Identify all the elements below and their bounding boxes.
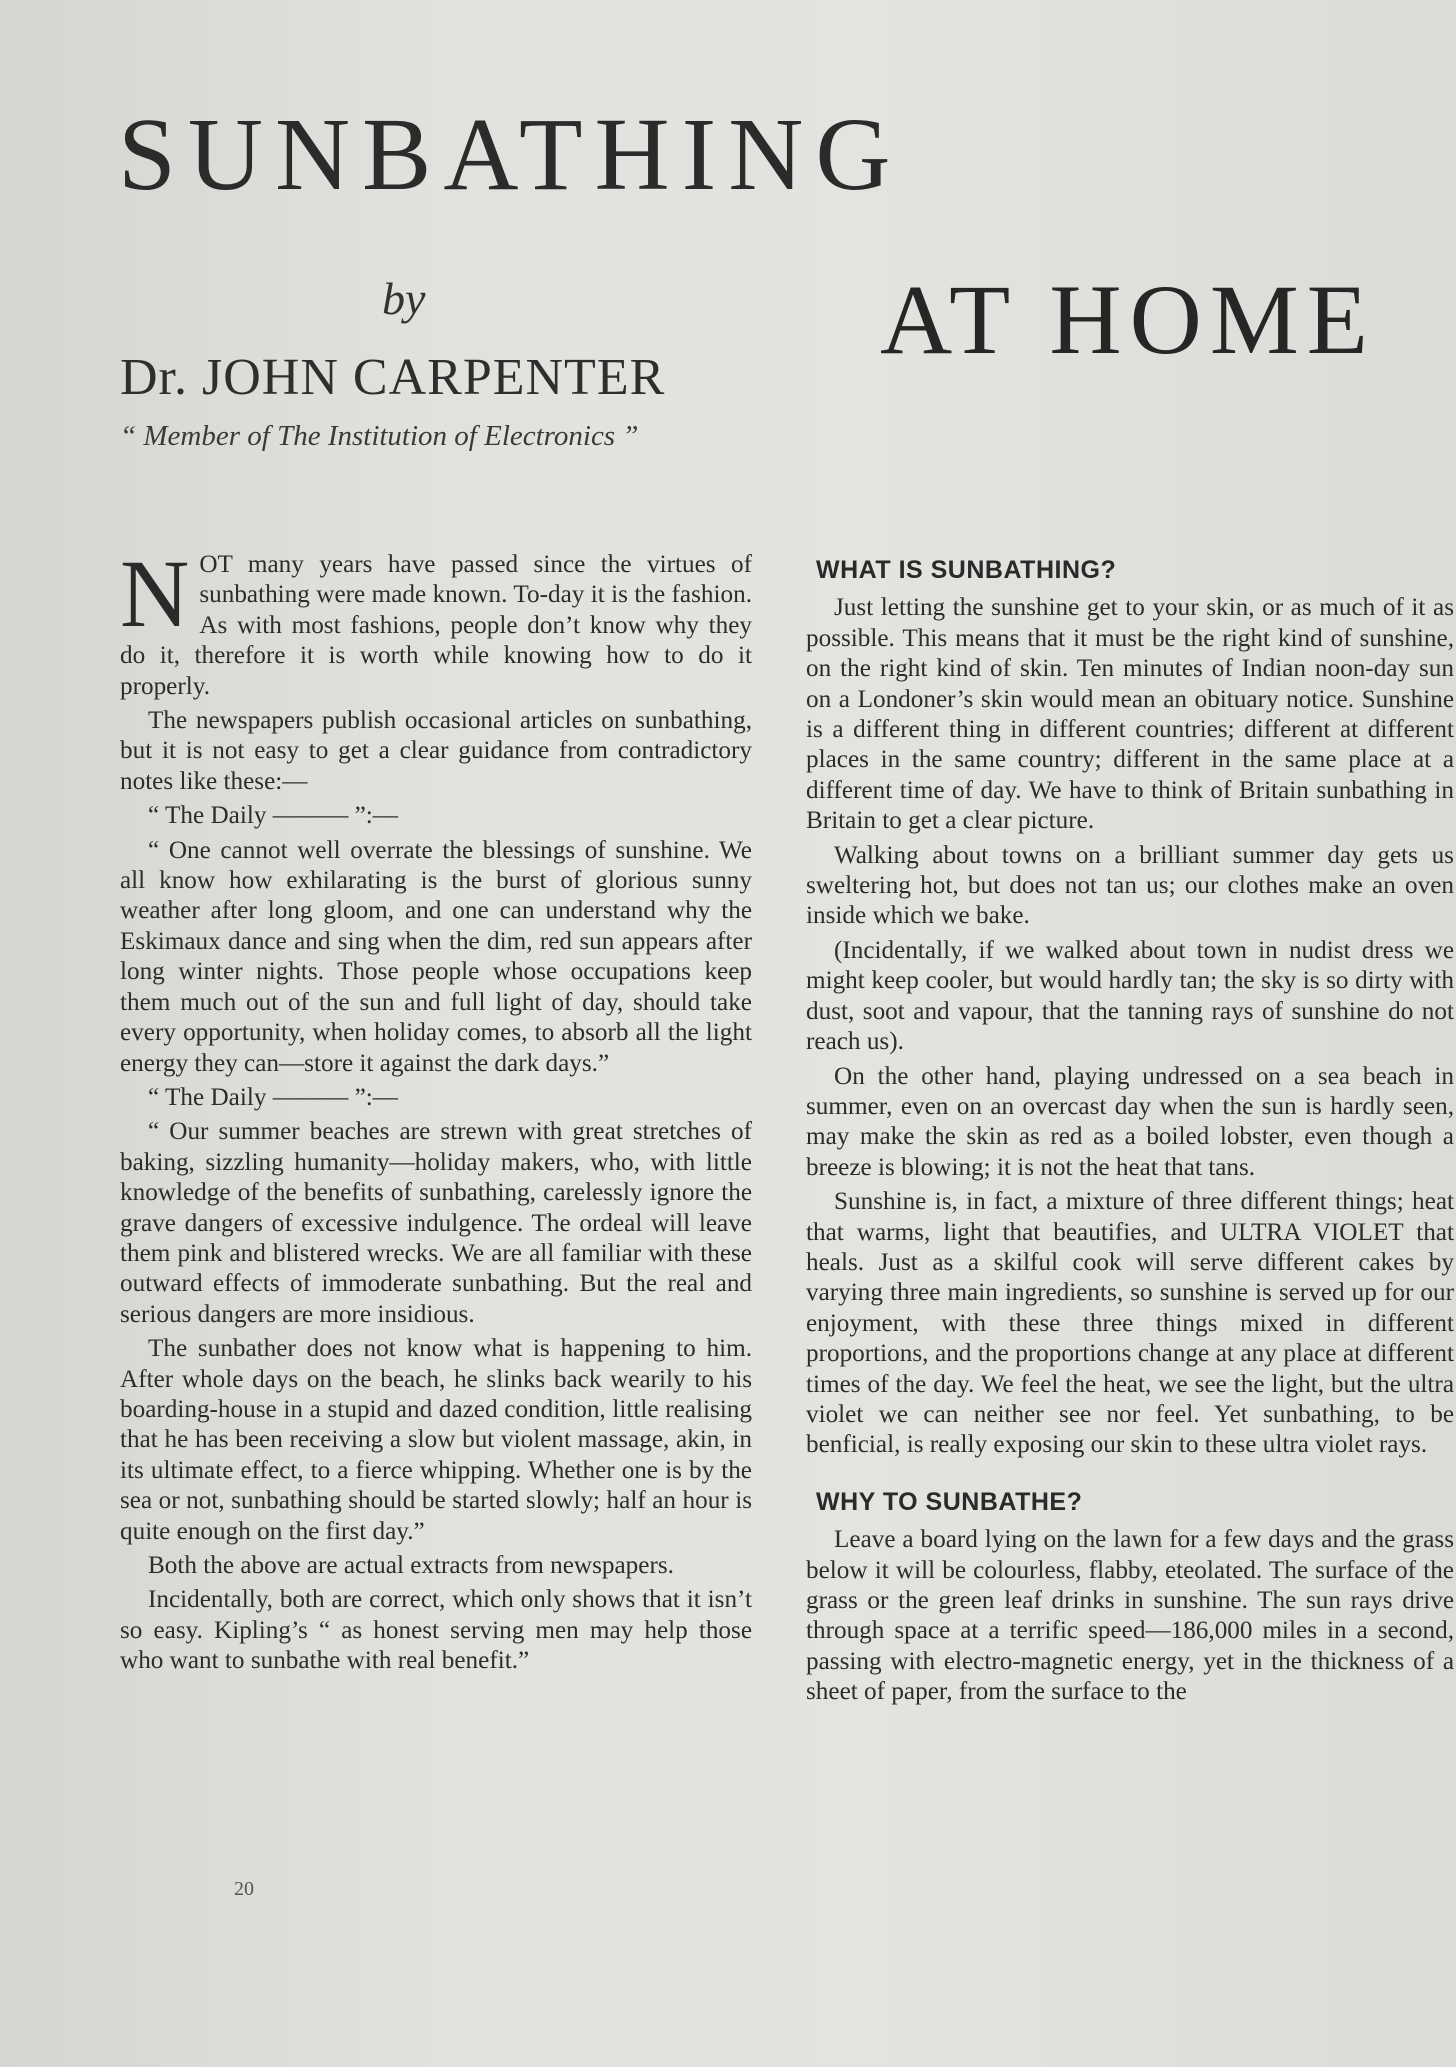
- page-number: 20: [234, 1878, 254, 1900]
- paragraph: Walking about towns on a brilliant summer day gets us sweltering hot, but does not tan us; our clothes make an oven inside which we bake.: [806, 841, 1454, 930]
- right-column: [806, 553, 1454, 1712]
- section-heading: WHY TO SUNBATHE?: [816, 1487, 1083, 1516]
- newspaper-quote: “ One cannot well overrate the blessings of sunshine. We all know how exhilarating is the burst of glorious sunny weather after long gloom, and one can understand why the Eskimaux dance and sing when the dim, red sun appears after long winter nights. Those people whose occupations keep them much out of the sun and full light of day, should take every opportunity, when holiday comes, to absorb all the light energy they can—store it against the dark days.”: [120, 836, 752, 1077]
- author-credential: “ Member of The Institution of Electronics ”: [120, 420, 639, 452]
- quote-source: “ The Daily ——— ”:—: [148, 1083, 398, 1111]
- paragraph: Sunshine is, in fact, a mixture of three different things; heat that warms, light that beautifies, and ULTRA VIOLET that heals. Just as a skilful cook will serve different cakes by varying three main ingredients, so sunshine is served up for our enjoyment, with these three things mixed in different proportions, and the proportions change at any place at different times of the day. We feel the heat, we see the light, but the ultra violet we can neither see nor feel. Yet sunbathing, to be benficial, is really exposing our skin to these ultra violet rays.: [806, 1188, 1454, 1459]
- newspaper-quote: “ Our summer beaches are strewn with great stretches of baking, sizzling humanity—holiday makers, who, with little knowledge of the benefits of sunbathing, carelessly ignore the grave dangers of excessive indulgence. The ordeal will leave them pink and blistered wrecks. We are all familiar with these outward effects of immoderate sunbathing. But the real and serious dangers are more insidious.: [120, 1118, 752, 1328]
- paragraph: The newspapers publish occasional articles on sunbathing, but it is not easy to get a clear guidance from contradictory notes like these:—: [120, 707, 752, 795]
- paragraph: Both the above are actual extracts from newspapers.: [148, 1552, 674, 1579]
- left-column: [120, 540, 752, 1681]
- intro-paragraph: [120, 540, 752, 702]
- newspaper-quote-continued: The sunbather does not know what is happening to him. After whole days on the beach, he slinks back wearily to his boarding-house in a stupid and dazed condition, little realising that he has been receiving a slow but violent massage, akin, in its ultimate effect, to a fierce whipping. Whether one is by the sea or not, sunbathing should be started slowly; half an hour is quite enough on the first day.”: [120, 1335, 752, 1545]
- byline-prefix: by: [382, 273, 426, 324]
- paragraph: On the other hand, playing undressed on a sea beach in summer, even on an overcast day when the sun is hardly seen, may make the skin as red as a boiled lobster, even though a breeze is blowing; it is not the heat that tans.: [806, 1062, 1454, 1181]
- article-title: SUNBATHING: [118, 97, 903, 212]
- article-title-second-line: AT HOME: [880, 264, 1376, 375]
- quote-source: “ The Daily ——— ”:—: [148, 802, 398, 830]
- paragraph: Just letting the sunshine get to your skin, or as much of it as possible. This means that it must be the right kind of sunshine, on the right kind of skin. Ten minutes of Indian noon-day sun on a Londoner’s skin would mean an obituary notice. Sunshine is a different thing in different countries; different at different places in the same country; different in the same place at a different time of day. We have to think of Britain sunbathing in Britain to get a clear picture.: [806, 594, 1454, 835]
- drop-cap: N: [120, 540, 190, 647]
- intro-text: OT many years have passed since the virtues of sunbathing were made known. To-day it is the fashion. As with most fashions, people don’t know why they do it, therefore it is worth while knowing how to do it properly.: [120, 551, 752, 700]
- paragraph: Leave a board lying on the lawn for a few days and the grass below it will be colourless, flabby, eteolated. The surface of the grass or the green leaf drinks in sunshine. The sun rays drive through space at a terrific speed—186,000 miles in a second, passing with electro-magnetic energy, yet in the thickness of a sheet of paper, from the surface to the: [806, 1526, 1454, 1706]
- section-heading: WHAT IS SUNBATHING?: [816, 556, 1117, 584]
- paragraph: Incidentally, both are correct, which only shows that it isn’t so easy. Kipling’s “ as honest serving men may help those who want to sunbathe with real benefit.”: [120, 1586, 752, 1675]
- author-name: Dr. JOHN CARPENTER: [120, 349, 666, 406]
- paragraph: (Incidentally, if we walked about town in nudist dress we might keep cooler, but would hardly tan; the sky is so dirty with dust, soot and vapour, that the tanning rays of sunshine do not reach us).: [806, 936, 1454, 1056]
